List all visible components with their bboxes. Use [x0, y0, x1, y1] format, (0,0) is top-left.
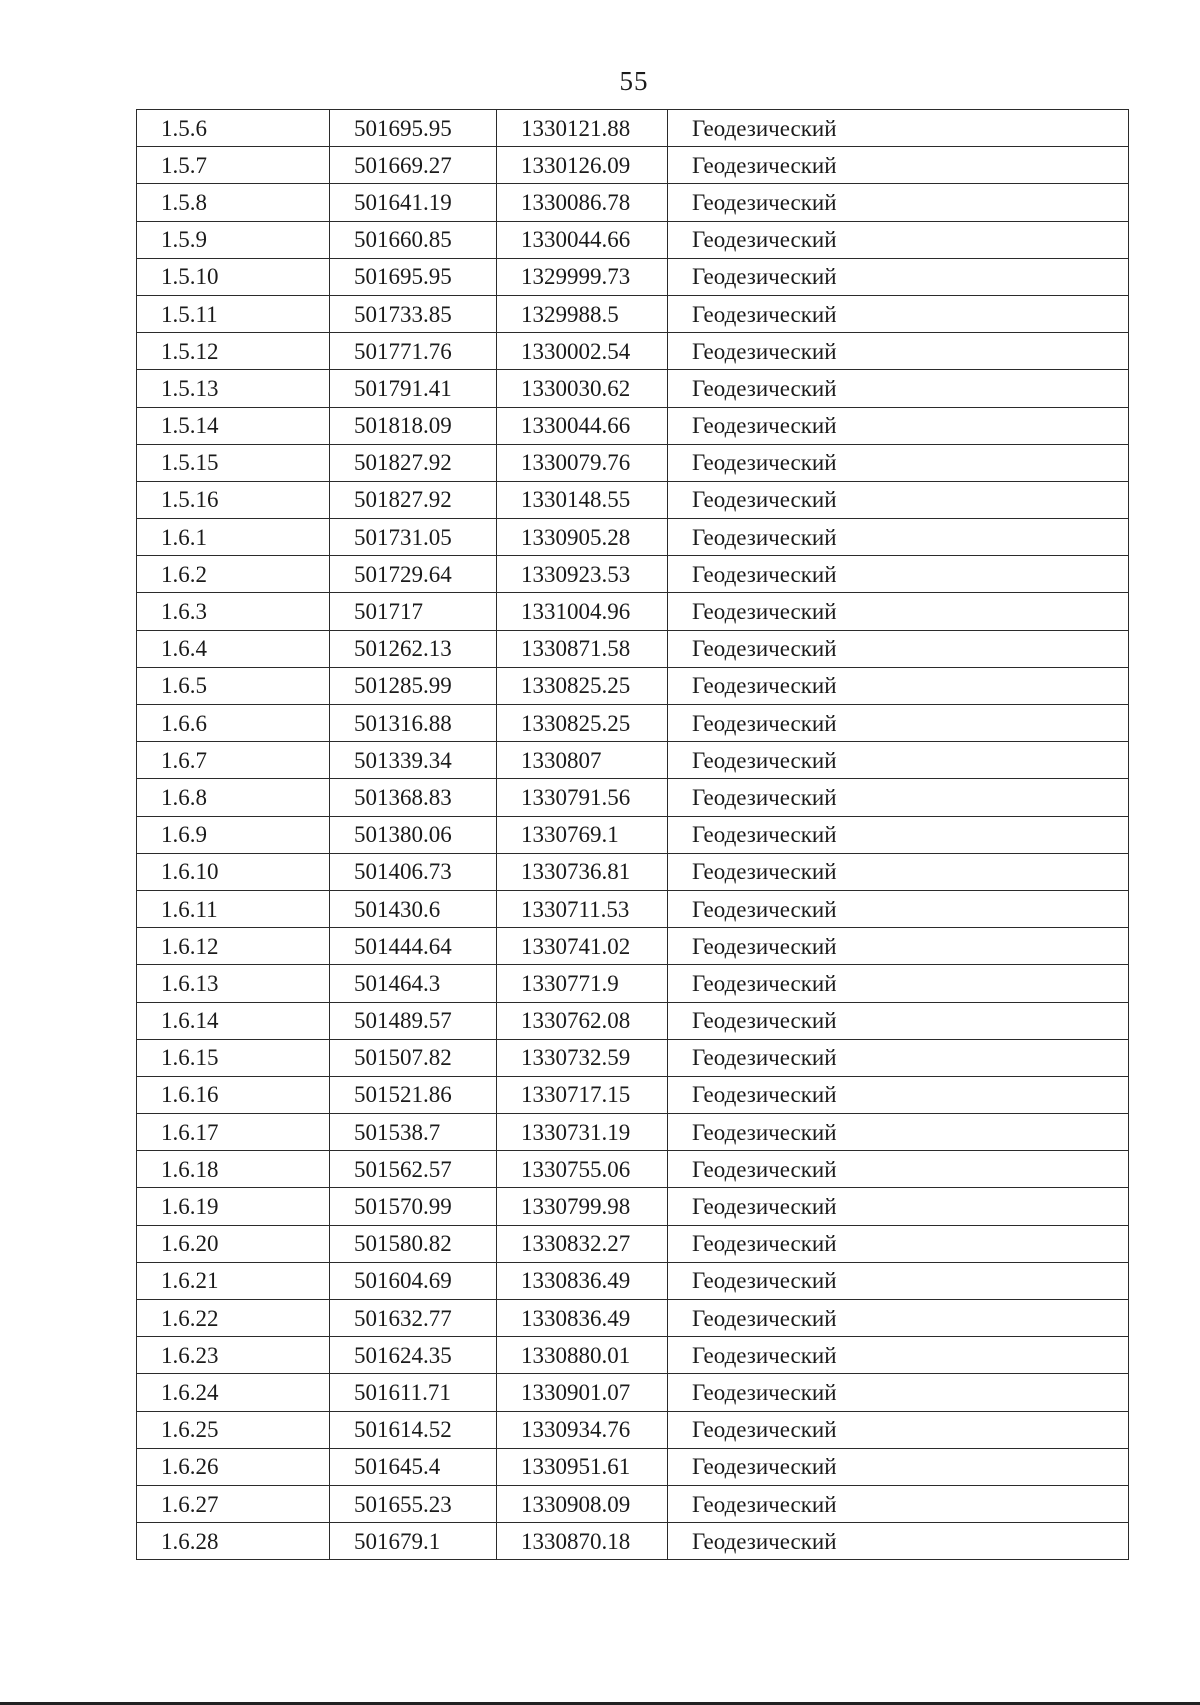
- point-type-cell: Геодезический: [668, 705, 1129, 742]
- x-coordinate-cell: 501733.85: [330, 295, 497, 332]
- point-type-cell: Геодезический: [668, 221, 1129, 258]
- x-coordinate-cell: 501562.57: [330, 1151, 497, 1188]
- y-coordinate-cell: 1330870.18: [497, 1523, 668, 1560]
- point-id-cell: 1.6.21: [137, 1262, 330, 1299]
- point-id-cell: 1.5.8: [137, 184, 330, 221]
- point-type-cell: Геодезический: [668, 1262, 1129, 1299]
- point-id-cell: 1.6.22: [137, 1300, 330, 1337]
- table-row: [137, 556, 1129, 593]
- y-coordinate-cell: 1330908.09: [497, 1485, 668, 1522]
- x-coordinate-cell: 501368.83: [330, 779, 497, 816]
- point-type-cell: Геодезический: [668, 1485, 1129, 1522]
- point-type-cell: Геодезический: [668, 444, 1129, 481]
- table-row: [137, 1151, 1129, 1188]
- point-id-cell: 1.6.1: [137, 519, 330, 556]
- x-coordinate-cell: 501507.82: [330, 1039, 497, 1076]
- table-row: [137, 258, 1129, 295]
- y-coordinate-cell: 1330121.88: [497, 110, 668, 147]
- y-coordinate-cell: 1329999.73: [497, 258, 668, 295]
- x-coordinate-cell: 501669.27: [330, 147, 497, 184]
- x-coordinate-cell: 501614.52: [330, 1411, 497, 1448]
- point-id-cell: 1.5.6: [137, 110, 330, 147]
- x-coordinate-cell: 501316.88: [330, 705, 497, 742]
- x-coordinate-cell: 501580.82: [330, 1225, 497, 1262]
- y-coordinate-cell: 1330044.66: [497, 407, 668, 444]
- y-coordinate-cell: 1330832.27: [497, 1225, 668, 1262]
- point-id-cell: 1.5.15: [137, 444, 330, 481]
- table-row: [137, 816, 1129, 853]
- x-coordinate-cell: 501655.23: [330, 1485, 497, 1522]
- y-coordinate-cell: 1330079.76: [497, 444, 668, 481]
- point-id-cell: 1.6.6: [137, 705, 330, 742]
- x-coordinate-cell: 501695.95: [330, 258, 497, 295]
- x-coordinate-cell: 501538.7: [330, 1114, 497, 1151]
- y-coordinate-cell: 1329988.5: [497, 295, 668, 332]
- x-coordinate-cell: 501464.3: [330, 965, 497, 1002]
- point-type-cell: Геодезический: [668, 1002, 1129, 1039]
- x-coordinate-cell: 501660.85: [330, 221, 497, 258]
- table-row: [137, 1337, 1129, 1374]
- table-row: [137, 1262, 1129, 1299]
- point-type-cell: Геодезический: [668, 1188, 1129, 1225]
- point-type-cell: Геодезический: [668, 147, 1129, 184]
- page-number: 55: [619, 66, 649, 96]
- table-row: [137, 630, 1129, 667]
- point-type-cell: Геодезический: [668, 407, 1129, 444]
- x-coordinate-cell: 501679.1: [330, 1523, 497, 1560]
- y-coordinate-cell: 1330825.25: [497, 667, 668, 704]
- y-coordinate-cell: 1330923.53: [497, 556, 668, 593]
- y-coordinate-cell: 1330791.56: [497, 779, 668, 816]
- point-id-cell: 1.5.7: [137, 147, 330, 184]
- point-id-cell: 1.5.13: [137, 370, 330, 407]
- x-coordinate-cell: 501641.19: [330, 184, 497, 221]
- x-coordinate-cell: 501771.76: [330, 333, 497, 370]
- table-row: [137, 1523, 1129, 1560]
- table-row: [137, 593, 1129, 630]
- table-row: [137, 295, 1129, 332]
- y-coordinate-cell: 1330871.58: [497, 630, 668, 667]
- point-id-cell: 1.5.14: [137, 407, 330, 444]
- point-id-cell: 1.5.12: [137, 333, 330, 370]
- point-id-cell: 1.6.14: [137, 1002, 330, 1039]
- point-type-cell: Геодезический: [668, 1039, 1129, 1076]
- table-row: [137, 1485, 1129, 1522]
- point-id-cell: 1.6.27: [137, 1485, 330, 1522]
- y-coordinate-cell: 1330086.78: [497, 184, 668, 221]
- x-coordinate-cell: 501818.09: [330, 407, 497, 444]
- y-coordinate-cell: 1330934.76: [497, 1411, 668, 1448]
- point-type-cell: Геодезический: [668, 184, 1129, 221]
- x-coordinate-cell: 501339.34: [330, 742, 497, 779]
- x-coordinate-cell: 501406.73: [330, 853, 497, 890]
- y-coordinate-cell: 1330126.09: [497, 147, 668, 184]
- table-row: [137, 1076, 1129, 1113]
- table-row: [137, 1114, 1129, 1151]
- point-type-cell: Геодезический: [668, 1448, 1129, 1485]
- point-id-cell: 1.6.11: [137, 890, 330, 927]
- y-coordinate-cell: 1330741.02: [497, 928, 668, 965]
- x-coordinate-cell: 501611.71: [330, 1374, 497, 1411]
- x-coordinate-cell: 501380.06: [330, 816, 497, 853]
- point-type-cell: Геодезический: [668, 667, 1129, 704]
- x-coordinate-cell: 501645.4: [330, 1448, 497, 1485]
- table-row: [137, 890, 1129, 927]
- y-coordinate-cell: 1330755.06: [497, 1151, 668, 1188]
- table-row: [137, 667, 1129, 704]
- table-row: [137, 110, 1129, 147]
- point-id-cell: 1.6.12: [137, 928, 330, 965]
- table-row: [137, 221, 1129, 258]
- point-type-cell: Геодезический: [668, 1411, 1129, 1448]
- point-id-cell: 1.6.10: [137, 853, 330, 890]
- y-coordinate-cell: 1330731.19: [497, 1114, 668, 1151]
- point-type-cell: Геодезический: [668, 1225, 1129, 1262]
- y-coordinate-cell: 1330901.07: [497, 1374, 668, 1411]
- point-id-cell: 1.6.26: [137, 1448, 330, 1485]
- table-row: [137, 742, 1129, 779]
- point-type-cell: Геодезический: [668, 1114, 1129, 1151]
- point-type-cell: Геодезический: [668, 928, 1129, 965]
- point-type-cell: Геодезический: [668, 1151, 1129, 1188]
- x-coordinate-cell: 501827.92: [330, 444, 497, 481]
- point-type-cell: Геодезический: [668, 370, 1129, 407]
- point-type-cell: Геодезический: [668, 965, 1129, 1002]
- x-coordinate-cell: 501521.86: [330, 1076, 497, 1113]
- table-row: [137, 1411, 1129, 1448]
- table-row: [137, 1188, 1129, 1225]
- point-id-cell: 1.6.8: [137, 779, 330, 816]
- table-row: [137, 853, 1129, 890]
- coordinates-table: [136, 109, 1129, 1560]
- table-row: [137, 147, 1129, 184]
- point-id-cell: 1.6.13: [137, 965, 330, 1002]
- table-row: [137, 965, 1129, 1002]
- point-id-cell: 1.6.25: [137, 1411, 330, 1448]
- x-coordinate-cell: 501285.99: [330, 667, 497, 704]
- point-id-cell: 1.6.5: [137, 667, 330, 704]
- x-coordinate-cell: 501489.57: [330, 1002, 497, 1039]
- point-id-cell: 1.5.10: [137, 258, 330, 295]
- y-coordinate-cell: 1330905.28: [497, 519, 668, 556]
- y-coordinate-cell: 1330148.55: [497, 481, 668, 518]
- coordinates-table-body: [137, 110, 1129, 1560]
- y-coordinate-cell: 1330880.01: [497, 1337, 668, 1374]
- point-id-cell: 1.6.20: [137, 1225, 330, 1262]
- y-coordinate-cell: 1330836.49: [497, 1300, 668, 1337]
- x-coordinate-cell: 501729.64: [330, 556, 497, 593]
- x-coordinate-cell: 501632.77: [330, 1300, 497, 1337]
- point-type-cell: Геодезический: [668, 593, 1129, 630]
- point-type-cell: Геодезический: [668, 519, 1129, 556]
- point-type-cell: Геодезический: [668, 1374, 1129, 1411]
- point-id-cell: 1.5.9: [137, 221, 330, 258]
- point-id-cell: 1.6.3: [137, 593, 330, 630]
- table-row: [137, 705, 1129, 742]
- x-coordinate-cell: 501695.95: [330, 110, 497, 147]
- table-row: [137, 519, 1129, 556]
- point-id-cell: 1.6.15: [137, 1039, 330, 1076]
- point-type-cell: Геодезический: [668, 1523, 1129, 1560]
- y-coordinate-cell: 1330736.81: [497, 853, 668, 890]
- x-coordinate-cell: 501791.41: [330, 370, 497, 407]
- y-coordinate-cell: 1330799.98: [497, 1188, 668, 1225]
- table-row: [137, 481, 1129, 518]
- x-coordinate-cell: 501570.99: [330, 1188, 497, 1225]
- x-coordinate-cell: 501430.6: [330, 890, 497, 927]
- table-row: [137, 1225, 1129, 1262]
- point-type-cell: Геодезический: [668, 853, 1129, 890]
- point-id-cell: 1.5.11: [137, 295, 330, 332]
- point-type-cell: Геодезический: [668, 481, 1129, 518]
- y-coordinate-cell: 1330002.54: [497, 333, 668, 370]
- point-type-cell: Геодезический: [668, 110, 1129, 147]
- x-coordinate-cell: 501624.35: [330, 1337, 497, 1374]
- point-type-cell: Геодезический: [668, 779, 1129, 816]
- point-type-cell: Геодезический: [668, 1076, 1129, 1113]
- point-id-cell: 1.6.24: [137, 1374, 330, 1411]
- point-id-cell: 1.6.4: [137, 630, 330, 667]
- table-row: [137, 1448, 1129, 1485]
- x-coordinate-cell: 501604.69: [330, 1262, 497, 1299]
- x-coordinate-cell: 501827.92: [330, 481, 497, 518]
- table-row: [137, 1002, 1129, 1039]
- table-row: [137, 370, 1129, 407]
- y-coordinate-cell: 1330836.49: [497, 1262, 668, 1299]
- y-coordinate-cell: 1330771.9: [497, 965, 668, 1002]
- point-id-cell: 1.6.23: [137, 1337, 330, 1374]
- point-id-cell: 1.6.16: [137, 1076, 330, 1113]
- y-coordinate-cell: 1330825.25: [497, 705, 668, 742]
- y-coordinate-cell: 1330044.66: [497, 221, 668, 258]
- table-row: [137, 1039, 1129, 1076]
- point-id-cell: 1.6.17: [137, 1114, 330, 1151]
- x-coordinate-cell: 501717: [330, 593, 497, 630]
- table-row: [137, 928, 1129, 965]
- y-coordinate-cell: 1330711.53: [497, 890, 668, 927]
- point-id-cell: 1.6.2: [137, 556, 330, 593]
- y-coordinate-cell: 1330732.59: [497, 1039, 668, 1076]
- x-coordinate-cell: 501731.05: [330, 519, 497, 556]
- table-row: [137, 407, 1129, 444]
- x-coordinate-cell: 501444.64: [330, 928, 497, 965]
- x-coordinate-cell: 501262.13: [330, 630, 497, 667]
- point-type-cell: Геодезический: [668, 295, 1129, 332]
- point-type-cell: Геодезический: [668, 556, 1129, 593]
- point-id-cell: 1.5.16: [137, 481, 330, 518]
- point-id-cell: 1.6.28: [137, 1523, 330, 1560]
- y-coordinate-cell: 1330762.08: [497, 1002, 668, 1039]
- table-row: [137, 779, 1129, 816]
- point-type-cell: Геодезический: [668, 1300, 1129, 1337]
- y-coordinate-cell: 1330717.15: [497, 1076, 668, 1113]
- point-type-cell: Геодезический: [668, 816, 1129, 853]
- point-type-cell: Геодезический: [668, 630, 1129, 667]
- y-coordinate-cell: 1330807: [497, 742, 668, 779]
- y-coordinate-cell: 1331004.96: [497, 593, 668, 630]
- point-type-cell: Геодезический: [668, 742, 1129, 779]
- point-type-cell: Геодезический: [668, 258, 1129, 295]
- y-coordinate-cell: 1330951.61: [497, 1448, 668, 1485]
- table-row: [137, 1374, 1129, 1411]
- point-id-cell: 1.6.18: [137, 1151, 330, 1188]
- point-type-cell: Геодезический: [668, 890, 1129, 927]
- point-id-cell: 1.6.7: [137, 742, 330, 779]
- table-row: [137, 1300, 1129, 1337]
- table-row: [137, 444, 1129, 481]
- point-id-cell: 1.6.19: [137, 1188, 330, 1225]
- point-id-cell: 1.6.9: [137, 816, 330, 853]
- point-type-cell: Геодезический: [668, 333, 1129, 370]
- table-row: [137, 333, 1129, 370]
- table-row: [137, 184, 1129, 221]
- y-coordinate-cell: 1330030.62: [497, 370, 668, 407]
- y-coordinate-cell: 1330769.1: [497, 816, 668, 853]
- point-type-cell: Геодезический: [668, 1337, 1129, 1374]
